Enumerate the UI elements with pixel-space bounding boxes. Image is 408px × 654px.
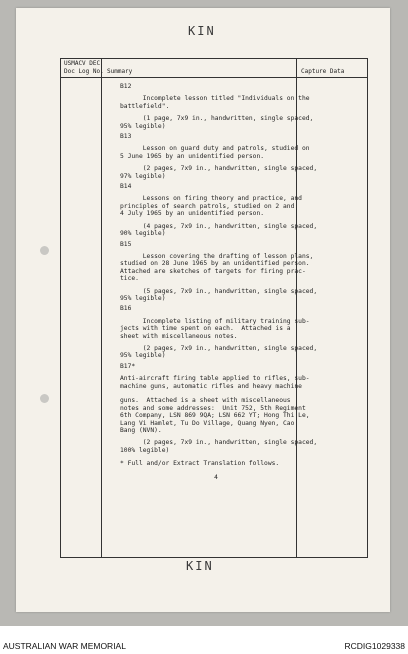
header-divider <box>61 77 367 78</box>
entry-code: B12 <box>120 83 132 90</box>
page-number: 4 <box>214 473 218 481</box>
entry-b14 <box>120 183 318 238</box>
entry-source: (1 page, 7x9 in., handwritten, single spaced, 95% legible) <box>120 115 314 130</box>
entry-code: B13 <box>120 133 132 141</box>
column-divider <box>101 59 102 557</box>
entry-source: (5 pages, 7x9 in., handwritten, single spaced, 95% legible) <box>120 287 318 302</box>
header-capture-data: Capture Data <box>301 68 345 75</box>
punch-hole <box>40 394 49 403</box>
translation-note: * Full and/or Extract Translation follows. <box>120 460 280 468</box>
entry-code: B17* <box>120 362 136 370</box>
entry-summary: Incomplete lesson titled "Individuals on the battlefield". <box>120 95 310 110</box>
entry-b13 <box>120 133 318 180</box>
header-summary: Summary <box>107 68 133 75</box>
entry-b12 <box>120 83 312 130</box>
entry-b17 <box>120 362 318 454</box>
entry-source: (4 pages, 7x9 in., handwritten, single spaced, 90% legible) <box>120 222 318 238</box>
entry-b16 <box>120 305 318 360</box>
document-page <box>16 8 390 612</box>
entry-summary: Lessons on firing theory and practice, and principles of search patrols, studied on 2 and 4 July 1965 by an unidentified person. <box>120 195 302 218</box>
stamp-top: KIN <box>188 24 216 38</box>
entry-code: B16 <box>120 305 132 313</box>
punch-hole <box>40 246 49 255</box>
header-org: USMACV DEC Doc Log No. <box>64 60 104 75</box>
stamp-bottom: KIN <box>186 559 214 573</box>
entry-source: (2 pages, 7x9 in., handwritten, single spaced, 95% legible) <box>120 344 318 360</box>
entry-code: B15 <box>120 240 132 248</box>
entry-source: (2 pages, 7x9 in., handwritten, single spaced, 100% legible) <box>120 439 318 454</box>
footer-institution: AUSTRALIAN WAR MEMORIAL <box>3 641 126 651</box>
entry-summary: Lesson on guard duty and patrols, studied on 5 June 1965 by an unidentified person. <box>120 145 310 160</box>
entry-code: B14 <box>120 183 132 191</box>
archive-footer <box>0 638 408 654</box>
entry-b15 <box>120 240 318 303</box>
entry-source: (2 pages, 7x9 in., handwritten, single spaced, 97% legible) <box>120 165 318 180</box>
footer-reference: RCDIG1029338 <box>344 641 405 651</box>
entry-summary: Lesson covering the drafting of lesson plans, studied on 28 June 1965 by an unidentified person. Attached are sketches of targets for firing prac- tice. <box>120 252 314 283</box>
summary-column <box>120 80 318 481</box>
entry-summary: Anti-aircraft firing table applied to rifles, sub- machine guns, automatic rifles and heavy machine guns. Attached is a sheet with miscellaneous notes and some addresses: Unit 752, 5th Regiment 6th Company, LSN 869 9QA; LSN 662 YT; Hong Thi Le, Lang Vi Hamlet, Tu Do Village, Quang Nyen, Cao Bang (NVN). <box>120 375 310 435</box>
entry-summary: Incomplete listing of military training sub- jects with time spent on each. Attached is a sheet with miscellaneous notes. <box>120 317 310 340</box>
